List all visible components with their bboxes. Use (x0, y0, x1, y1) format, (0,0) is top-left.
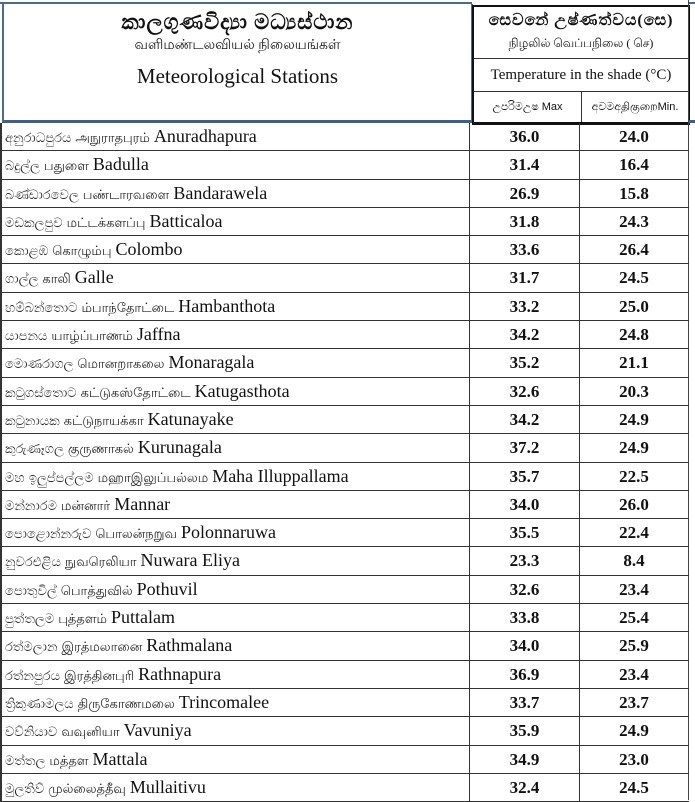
station-name-tamil: கட்டுநாயக்கா (63, 413, 144, 429)
temperature-title-tamil: நிழலில் வெப்பநிலை ( செ) (508, 36, 654, 50)
station-name-cell (0, 349, 470, 376)
table-row (0, 123, 689, 151)
table-row (0, 632, 689, 660)
min-temperature-cell: 20.3 (619, 381, 649, 401)
max-temperature-cell: 32.6 (470, 576, 580, 603)
min-column-header: අවමඅதிகுறைMin. (591, 101, 679, 113)
min-temperature-cell: 24.9 (619, 721, 649, 741)
table-row (0, 264, 689, 292)
table-row (0, 180, 689, 208)
station-table-body (0, 123, 689, 802)
max-temperature-cell: 35.5 (470, 519, 580, 546)
table-row (0, 434, 689, 462)
max-column-header: උපරිමඋෂ Max (474, 92, 582, 122)
max-temperature-cell: 34.0 (470, 632, 580, 659)
min-temperature-cell: 25.4 (619, 608, 649, 628)
table-row (0, 519, 689, 547)
station-name-tamil: பண்டாரவளை (82, 187, 170, 203)
station-name-sinhala: කොළඹ (5, 244, 49, 260)
station-name-tamil: நுவரெலியா (64, 555, 137, 571)
station-name-sinhala: පොතුවිල් (5, 583, 57, 599)
max-temperature-cell: 35.2 (470, 349, 580, 376)
station-name-english: Batticaloa (149, 210, 223, 231)
max-temperature-cell: 33.6 (470, 236, 580, 263)
station-name-sinhala: නුවරඑළිය (5, 555, 61, 571)
station-name-sinhala: පුත්තලම (5, 612, 55, 628)
min-temperature-cell: 23.0 (619, 749, 649, 769)
station-name-cell (0, 264, 470, 291)
max-temperature-cell: 31.4 (470, 151, 580, 178)
table-row (0, 604, 689, 632)
station-name-tamil: ம்பாந்தோட்டை (81, 300, 175, 316)
station-name-sinhala: මඩකලපුව (5, 215, 63, 231)
station-name-english: Mullaitivu (129, 776, 206, 797)
station-name-sinhala: මොණරාගල (5, 357, 74, 373)
station-name-english: Pothuvil (136, 578, 198, 599)
table-row (0, 151, 689, 179)
station-name-cell (0, 236, 470, 263)
station-name-cell (0, 774, 470, 801)
max-temperature-cell: 35.7 (470, 463, 580, 490)
max-temperature-cell: 36.0 (470, 123, 580, 150)
stations-header (2, 4, 473, 123)
station-name-cell (0, 689, 470, 716)
station-name-english: Katugasthota (194, 380, 290, 401)
station-name-cell (0, 746, 470, 773)
station-name-cell (0, 123, 470, 150)
min-temperature-cell: 23.7 (619, 692, 649, 712)
station-name-cell (0, 547, 470, 574)
station-name-tamil: குருணாகல் (67, 442, 134, 458)
right-border-accent (689, 120, 695, 123)
station-name-sinhala: බදුල්ල (5, 159, 40, 175)
min-temperature-cell: 26.0 (619, 494, 649, 514)
max-temperature-cell: 34.0 (470, 491, 580, 518)
station-name-sinhala: රත්නපුරය (5, 668, 60, 684)
min-temperature-cell: 26.4 (619, 240, 649, 260)
station-name-cell (0, 208, 470, 235)
station-name-cell (0, 661, 470, 688)
max-temperature-cell: 33.8 (470, 604, 580, 631)
table-row (0, 661, 689, 689)
station-name-tamil: பொத்துவில் (60, 583, 133, 599)
max-temperature-cell: 31.7 (470, 264, 580, 291)
table-row (0, 293, 689, 321)
stations-title-tamil: வளிமண்டலவியல் நிலையங்கள் (134, 38, 341, 53)
min-temperature-cell: 22.4 (619, 523, 649, 543)
station-name-sinhala: වව්නියාව (5, 725, 58, 741)
station-name-english: Rathmalana (146, 635, 233, 656)
table-row (0, 378, 689, 406)
station-name-tamil: கட்டுகஸ்தோட்டை (80, 385, 191, 401)
station-name-english: Trincomalee (178, 691, 270, 712)
min-temperature-cell: 25.9 (619, 636, 649, 656)
min-temperature-cell: 15.8 (619, 183, 649, 203)
min-temperature-cell: 24.9 (619, 438, 649, 458)
temperature-title-english: Temperature in the shade (°C) (474, 59, 688, 92)
table-row (0, 576, 689, 604)
station-name-sinhala: මත්තල (5, 753, 46, 769)
min-temperature-cell: 22.5 (619, 466, 649, 486)
station-name-cell (0, 293, 470, 320)
station-name-sinhala: මන්නාරම (5, 498, 57, 514)
max-temperature-cell: 32.4 (470, 774, 580, 801)
station-name-english: Katunayake (147, 408, 234, 429)
station-name-cell (0, 180, 470, 207)
table-row (0, 406, 689, 434)
station-name-english: Colombo (115, 239, 183, 260)
station-name-sinhala: යාපනය (5, 329, 48, 345)
station-name-tamil: மத்தள (49, 753, 89, 769)
station-name-sinhala: බණ්ඩාරවෙල (5, 187, 79, 203)
table-row (0, 717, 689, 745)
station-name-sinhala: ත්‍රිකුණාමලය (5, 696, 74, 712)
station-name-tamil: மஹாஇலுப்பல்லம (97, 470, 209, 486)
stations-title-sinhala: කාලගුණවිද්‍යා මධ්‍යස්ථාන (121, 10, 354, 34)
temperature-title-sinhala: සෙවනේ උෂ්ණත්වය(සෙ) (488, 12, 674, 29)
station-name-sinhala: අනුරාධපුරය (5, 131, 72, 146)
station-name-cell (0, 632, 470, 659)
station-name-tamil: வவுனியா (61, 725, 120, 741)
station-name-english: Mattala (92, 748, 148, 769)
min-temperature-cell: 24.0 (619, 127, 649, 146)
station-name-cell (0, 717, 470, 744)
station-name-english: Monaragala (168, 352, 255, 373)
max-temperature-cell: 32.6 (470, 378, 580, 405)
station-name-tamil: இரத்தினபுரி (63, 668, 135, 684)
station-name-tamil: மன்னார் (60, 498, 111, 514)
table-row (0, 774, 689, 802)
station-name-cell (0, 519, 470, 546)
station-name-sinhala: මුලතිව් (5, 781, 45, 797)
station-name-tamil: கொழும்பு (52, 244, 112, 260)
stations-title-english: Meteorological Stations (136, 64, 339, 88)
table-row (0, 236, 689, 264)
station-name-english: Jaffna (136, 324, 181, 345)
station-name-sinhala: පොළොන්නරුව (5, 527, 92, 543)
station-name-sinhala: කටුගස්තොට (5, 385, 77, 401)
station-name-tamil: இரத்மலானை (61, 640, 143, 656)
station-name-sinhala: හම්බන්තොට (5, 300, 78, 316)
station-name-tamil: அநுராதபுரம் (75, 131, 150, 146)
station-name-english: Anuradhapura (153, 126, 257, 146)
min-temperature-cell: 24.9 (619, 409, 649, 429)
max-min-subheader (474, 92, 688, 122)
table-row (0, 321, 689, 349)
station-name-english: Kurunagala (137, 437, 222, 458)
station-name-cell (0, 378, 470, 405)
station-name-cell (0, 491, 470, 518)
station-name-english: Galle (74, 267, 114, 288)
min-temperature-cell: 25.0 (619, 296, 649, 316)
min-temperature-cell: 8.4 (623, 551, 645, 571)
station-name-english: Maha Illuppallama (212, 465, 349, 486)
station-name-tamil: பதுளை (43, 159, 89, 175)
station-name-cell (0, 604, 470, 631)
max-temperature-cell: 33.7 (470, 689, 580, 716)
max-temperature-cell: 26.9 (470, 180, 580, 207)
station-name-cell (0, 321, 470, 348)
station-name-english: Mannar (114, 493, 171, 514)
max-temperature-cell: 34.2 (470, 321, 580, 348)
table-row (0, 208, 689, 236)
station-name-sinhala: කටුනායක (5, 413, 60, 429)
station-name-tamil: பொலன்நறுவ (95, 527, 177, 543)
min-temperature-cell: 23.4 (619, 579, 649, 599)
station-name-english: Vavuniya (123, 720, 192, 741)
station-name-english: Puttalam (111, 607, 175, 628)
station-name-english: Rathnapura (138, 663, 222, 684)
max-temperature-cell: 34.9 (470, 746, 580, 773)
table-row (0, 547, 689, 575)
station-name-tamil: புத்தளம் (58, 612, 107, 628)
station-name-cell (0, 576, 470, 603)
station-name-english: Badulla (92, 154, 149, 175)
station-name-cell (0, 151, 470, 178)
min-temperature-cell: 23.4 (619, 664, 649, 684)
station-name-tamil: திருகோணமலை (77, 696, 175, 712)
table-row (0, 689, 689, 717)
station-name-cell (0, 406, 470, 433)
min-temperature-cell: 24.8 (619, 325, 649, 345)
max-temperature-cell: 36.9 (470, 661, 580, 688)
min-temperature-cell: 24.5 (619, 777, 649, 797)
min-temperature-cell: 21.1 (619, 353, 649, 373)
station-name-tamil: மட்டக்களப்பு (66, 215, 146, 231)
temperature-title-local (474, 7, 688, 59)
station-name-tamil: யாழ்ப்பாணம் (51, 329, 133, 345)
station-name-english: Bandarawela (173, 182, 268, 203)
station-name-sinhala: මහ ඉලුප්පල්ලම (5, 470, 94, 486)
max-temperature-cell: 35.9 (470, 717, 580, 744)
station-name-english: Nuwara Eliya (140, 550, 240, 571)
temperature-header (472, 5, 690, 125)
station-name-tamil: முல்லைத்தீவு (48, 781, 126, 797)
min-temperature-cell: 24.5 (619, 268, 649, 288)
top-border-right (688, 2, 695, 4)
station-name-tamil: காலி (42, 272, 71, 288)
min-temperature-cell: 24.3 (619, 211, 649, 231)
min-temperature-cell: 16.4 (619, 155, 649, 175)
station-name-cell (0, 434, 470, 461)
max-temperature-cell: 23.3 (470, 547, 580, 574)
max-temperature-cell: 37.2 (470, 434, 580, 461)
table-row (0, 349, 689, 377)
max-temperature-cell: 34.2 (470, 406, 580, 433)
max-temperature-cell: 31.8 (470, 208, 580, 235)
station-name-tamil: மொனறாகலை (77, 357, 165, 373)
table-row (0, 491, 689, 519)
station-name-sinhala: ගාල්ල (5, 272, 39, 288)
station-name-english: Hambanthota (178, 295, 276, 316)
table-row (0, 746, 689, 774)
max-temperature-cell: 33.2 (470, 293, 580, 320)
station-name-sinhala: කුරුණෑගල (5, 442, 64, 458)
station-name-english: Polonnaruwa (180, 522, 276, 543)
table-row (0, 463, 689, 491)
station-name-sinhala: රත්මලාන (5, 640, 58, 656)
station-name-cell (0, 463, 470, 490)
